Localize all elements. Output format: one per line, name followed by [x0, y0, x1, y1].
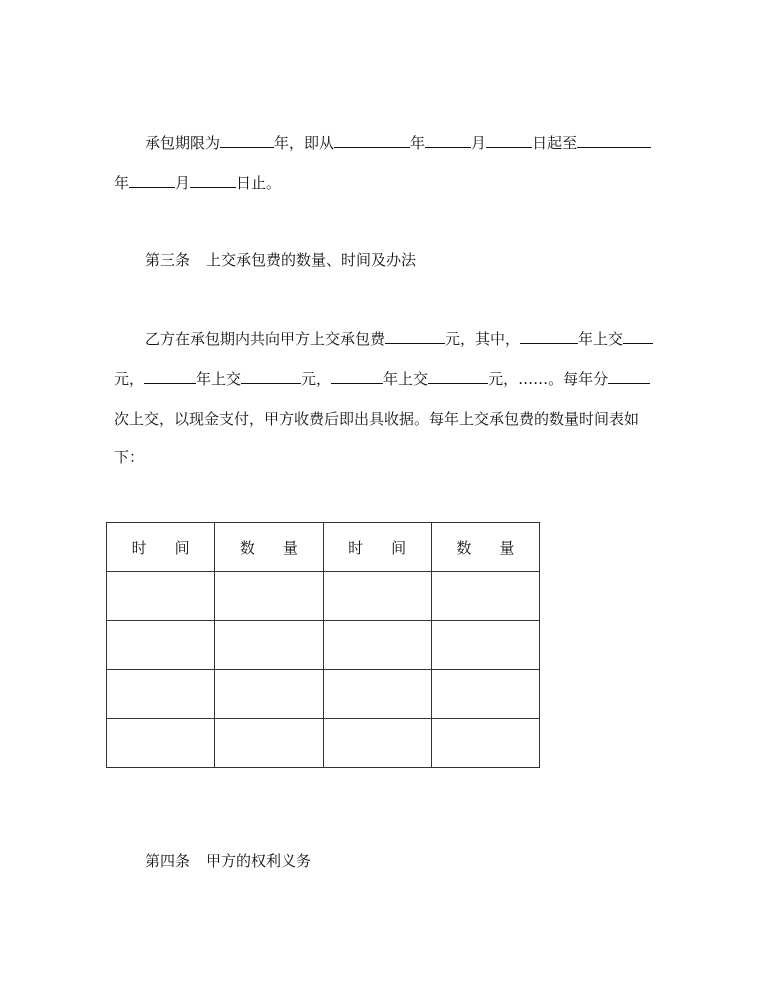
table-cell[interactable]	[107, 621, 215, 670]
table-cell[interactable]	[431, 572, 539, 621]
table-header-row	[107, 523, 540, 572]
table-cell[interactable]	[215, 572, 323, 621]
end-year-label: 年	[114, 174, 130, 192]
end-month-blank[interactable]	[129, 175, 175, 188]
article-3-number: 第三条	[145, 251, 191, 269]
year-3-blank[interactable]	[331, 371, 383, 384]
start-day-blank[interactable]	[486, 135, 532, 148]
article-4-number: 第四条	[145, 852, 191, 870]
term-text-c: 年	[410, 134, 426, 152]
term-text-b: 年，即从	[274, 134, 335, 152]
table-row	[107, 621, 540, 670]
header-time-2: 时 间	[323, 523, 431, 572]
table-cell[interactable]	[431, 621, 539, 670]
term-text-e: 日起至	[532, 134, 578, 152]
fee-line-2	[114, 368, 650, 389]
installments-blank[interactable]	[608, 371, 650, 384]
table-cell[interactable]	[323, 572, 431, 621]
amount-2-blank[interactable]	[241, 371, 301, 384]
table-cell[interactable]	[107, 670, 215, 719]
amount-1-blank[interactable]	[623, 331, 653, 344]
fee-text-g: 年上交	[383, 370, 429, 388]
amount-3-blank[interactable]	[428, 371, 488, 384]
fee-text-j: 下：	[114, 448, 145, 466]
fee-line-4	[114, 446, 144, 467]
term-years-blank[interactable]	[220, 135, 274, 148]
table-cell[interactable]	[215, 719, 323, 768]
fee-text-h: 元，……。每年分	[488, 370, 609, 388]
term-text-a: 承包期限为	[145, 134, 221, 152]
fee-text-b: 元，其中，	[445, 330, 521, 348]
table-row	[107, 572, 540, 621]
end-day-blank[interactable]	[190, 175, 236, 188]
year-1-blank[interactable]	[520, 331, 578, 344]
table-cell[interactable]	[323, 621, 431, 670]
table-cell[interactable]	[215, 621, 323, 670]
term-line-1	[145, 132, 651, 153]
end-day-label: 日止。	[236, 174, 282, 192]
article-4-heading	[145, 850, 311, 871]
term-line-2	[114, 172, 281, 193]
start-year-blank[interactable]	[334, 135, 410, 148]
payment-schedule-table	[106, 522, 540, 768]
article-3-title: 上交承包费的数量、时间及办法	[206, 251, 417, 269]
start-month-blank[interactable]	[425, 135, 471, 148]
fee-line-3	[114, 408, 639, 429]
end-month-label: 月	[175, 174, 191, 192]
table-cell[interactable]	[431, 670, 539, 719]
table-cell[interactable]	[323, 670, 431, 719]
table-cell[interactable]	[215, 670, 323, 719]
end-year-blank[interactable]	[577, 135, 651, 148]
header-amount-1: 数 量	[215, 523, 323, 572]
fee-line-1	[145, 328, 653, 349]
total-fee-blank[interactable]	[385, 331, 445, 344]
fee-text-e: 年上交	[196, 370, 242, 388]
table-cell[interactable]	[431, 719, 539, 768]
table-cell[interactable]	[323, 719, 431, 768]
header-time-1: 时 间	[107, 523, 215, 572]
article-4-title: 甲方的权利义务	[206, 852, 312, 870]
fee-text-i: 次上交，以现金支付，甲方收费后即出具收据。每年上交承包费的数量时间表如	[114, 410, 640, 428]
fee-text-c: 年上交	[578, 330, 624, 348]
table-row	[107, 719, 540, 768]
table-row	[107, 670, 540, 719]
year-2-blank[interactable]	[144, 371, 196, 384]
article-3-heading	[145, 249, 416, 270]
table-cell[interactable]	[107, 572, 215, 621]
fee-text-d: 元，	[114, 370, 145, 388]
fee-text-f: 元，	[301, 370, 332, 388]
term-text-d: 月	[471, 134, 487, 152]
fee-text-a: 乙方在承包期内共向甲方上交承包费	[145, 330, 386, 348]
table-cell[interactable]	[107, 719, 215, 768]
header-amount-2: 数 量	[431, 523, 539, 572]
